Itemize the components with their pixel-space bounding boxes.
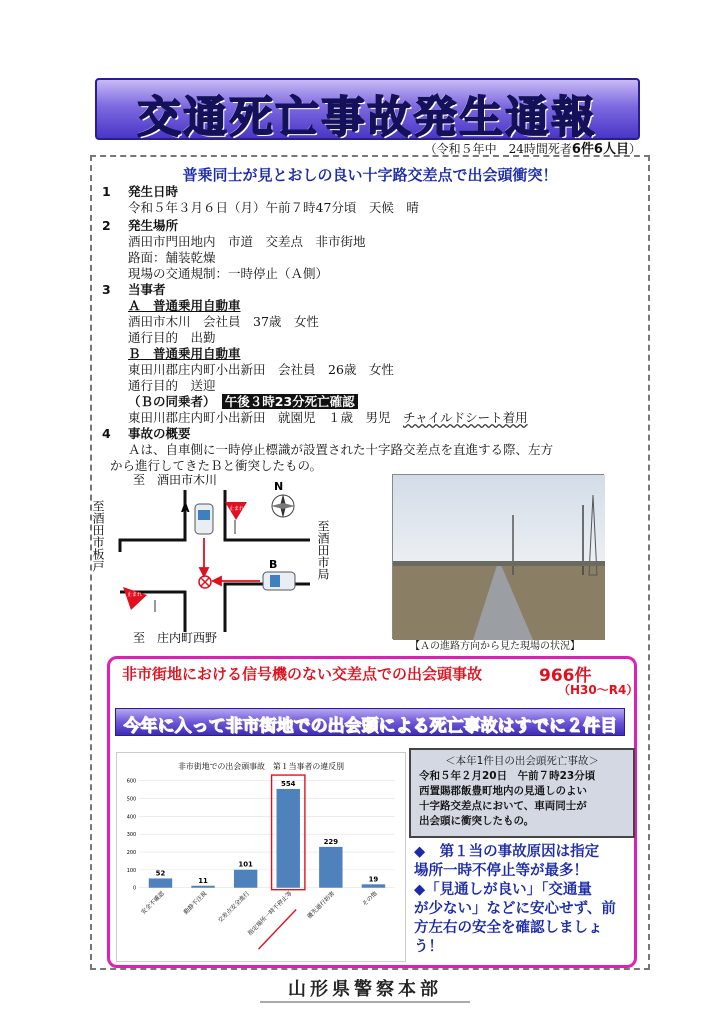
party-a-purpose: 通行目的 出勤 (128, 330, 216, 345)
road-surface-text: 路面：舗装乾燥 (128, 250, 216, 265)
summary-line-1: Ａは、自車側に一時停止標識が設置された十字路交差点を直進する際、左方 (128, 442, 554, 457)
title-banner (95, 78, 640, 143)
warning-banner-text: 今年に入って非市街地での出会頭による死亡事故はすでに２件目 (123, 716, 617, 736)
compass-north: N (274, 480, 284, 493)
warning-banner (115, 708, 625, 736)
chart-bar (277, 789, 300, 888)
issuer-footer: 山形県警察本部 (260, 975, 470, 1003)
compass-icon (271, 480, 295, 518)
violation-bar-chart (116, 752, 406, 962)
party-b-purpose: 通行目的 送迎 (128, 378, 216, 393)
party-b-detail: 東田川郡庄内町小出新田 会社員 26歳 女性 (128, 362, 394, 377)
chart-data-label: 19 (368, 875, 379, 884)
section-heading: 発生日時 (128, 184, 179, 199)
section-summary (102, 426, 647, 474)
case-line: 十字路交差点において、車両同士が (419, 800, 587, 812)
chart-y-tick: 400 (126, 814, 137, 821)
point-line: 場所一時不停止等が最多！ (414, 863, 588, 879)
case-line: 西置賜郡飯豊町地内の見通しのよい (419, 785, 587, 797)
chart-bar (191, 886, 214, 888)
map-label-south: 至 庄内町西野 (133, 631, 218, 645)
case-line: 令和５年２月20日 午前７時23分頃 (419, 770, 596, 782)
chart-bar (149, 878, 172, 887)
page-title: 交通死亡事故発生通報 (137, 93, 598, 143)
section-number: 1 (102, 184, 111, 199)
chart-y-tick: 100 (126, 867, 137, 874)
point-cause (414, 843, 634, 881)
chart-y-tick: 0 (133, 885, 137, 892)
section-number: 2 (102, 218, 111, 233)
section-number: 4 (102, 426, 111, 441)
section-datetime (102, 184, 419, 216)
section-parties (102, 282, 528, 426)
chart-bar (362, 884, 385, 887)
passenger-detail: 東田川郡庄内町小出新田 就園児 １歳 男児 (128, 410, 404, 425)
car-b-label: B (269, 558, 278, 571)
chart-data-label: 101 (238, 860, 253, 869)
point-line: 方左右の安全を確認しましょ (414, 920, 603, 936)
chart-category-label: 安全不確認 (139, 890, 166, 917)
point-line: う！ (414, 939, 443, 955)
collision-icon (199, 576, 211, 588)
chart-category-label: 交差点安全進行 (216, 890, 252, 925)
chart-data-label: 11 (198, 876, 208, 885)
chart-y-tick: 200 (126, 850, 137, 857)
stop-sign-icon (225, 502, 247, 534)
section-number: 3 (102, 282, 111, 297)
party-b-label: Ｂ 普通乗用自動車 (128, 346, 241, 361)
map-label-north: 至 酒田市木川 (133, 473, 218, 487)
car-a-label: A (181, 502, 190, 515)
section-heading: 事故の概要 (128, 426, 191, 441)
datetime-text: 令和５年３月６日（月）午前７時47分頃 天候 晴 (128, 200, 419, 215)
case-line: 出会頭に衝突したもの。 (419, 815, 535, 827)
subinfo-suffix: ） (628, 142, 641, 156)
subinfo-prefix: （令和５年中 24時間死者 (424, 142, 572, 156)
map-label-west: 至酒田市板戸 (91, 500, 105, 572)
stop-sign-text: 止まれ (127, 592, 143, 598)
photo-caption: 【Ａの進路方向から見た現場の状況】 (410, 641, 580, 652)
party-a-detail: 酒田市木川 会社員 37歳 女性 (128, 314, 319, 329)
headline: 普乗同士が見とおしの良い十字路交差点で出会頭衝突！ (182, 166, 558, 184)
stats-count: 966件 (539, 666, 592, 686)
subinfo-count: 6件6人目 (571, 142, 629, 157)
chart-y-tick: 500 (126, 796, 137, 803)
chart-data-label: 52 (155, 869, 166, 878)
chart-category-label: 指定場所一時不停止等 (246, 890, 294, 938)
scene-photo (392, 474, 604, 639)
point-advice (414, 881, 634, 957)
car-b (263, 558, 295, 590)
passenger-label: （Ｂの同乗者） (128, 394, 210, 409)
section-heading: 発生場所 (128, 218, 179, 233)
passenger-note: チャイルドシート着用 (403, 410, 528, 425)
passenger-death-time: 午後３時23分死亡確認 (222, 394, 358, 409)
case-heading: ＜本年1件目の出会頭死亡事故＞ (445, 755, 599, 767)
point-line: ◆「見通しが良い」「交通量 (414, 882, 592, 898)
chart-y-tick: 600 (126, 778, 137, 785)
map-label-east: 至酒田市局 (316, 520, 330, 580)
chart-bar (234, 870, 257, 888)
chart-category-label: 動静不注視 (182, 890, 209, 917)
point-line: ◆ 第１当の事故原因は指定 (414, 844, 600, 860)
previous-case-box (409, 748, 635, 838)
chart-y-tick: 300 (126, 832, 137, 839)
stats-title: 非市街地における信号機のない交差点での出会頭事故 (122, 665, 483, 683)
chart-category-label: その他 (361, 890, 379, 908)
chart-category-label: 優先通行妨害 (306, 890, 337, 921)
stats-period: （H30～R4） (558, 683, 639, 697)
party-a-label: Ａ 普通乗用自動車 (128, 298, 241, 313)
location-text: 酒田市門田地内 市道 交差点 非市街地 (128, 234, 366, 249)
section-location (102, 218, 366, 282)
chart-data-label: 554 (281, 779, 296, 788)
section-heading: 当事者 (128, 282, 166, 297)
stop-sign-text: 止まれ (229, 506, 245, 512)
regulation-text: 現場の交通規制：一時停止（Ａ側） (128, 266, 329, 281)
summary-line-2: から進行してきたＢと衝突したもの。 (110, 458, 323, 473)
chart-data-label: 229 (323, 837, 339, 846)
point-line: が少ない」などに安心せず、前 (414, 901, 616, 917)
chart-title: 非市街地での出会頭事故 第１当事者の違反別 (177, 761, 345, 771)
chart-bar (319, 847, 342, 888)
intersection-diagram (91, 472, 380, 645)
